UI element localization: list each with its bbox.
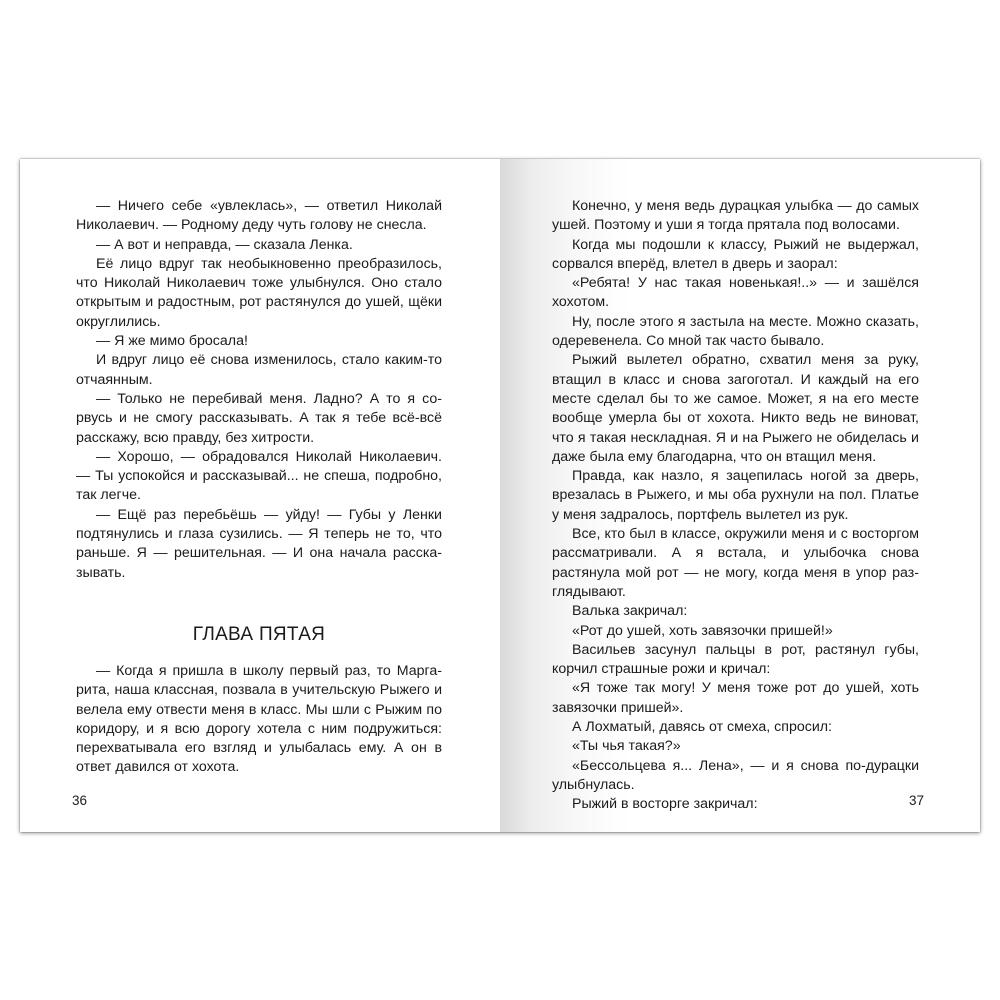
paragraph: — Хорошо, — обрадовался Николай Николаевич. — Ты успокойся и рассказывай... не спеша, подробно, так легче. [76,448,442,504]
paragraph: Васильев засунул пальцы в рот, растянул губы, корчил страшные рожи и кричал: [552,641,919,678]
page-number-right: 37 [908,793,924,808]
right-page [500,159,980,832]
paragraph: Ну, после этого я застыла на месте. Можно сказать, одеревенела. Со мной так часто бывало. [552,313,919,350]
paragraph: Правда, как назло, я зацепилась ногой за дверь, врезалась в Рыжего, и мы оба рухнули на пол. Платье у меня задралось, портфель вылетел из рук. [552,468,919,523]
paragraph: «Ты чья такая?» [572,738,681,755]
paragraph: — Я же мимо бросала! [96,333,248,350]
paragraph: «Я тоже так могу! У меня тоже рот до ушей, хоть завязочки пришей». [552,680,919,716]
paragraph: А Лохматый, давясь от смеха, спросил: [572,719,832,736]
paragraph: Рыжий вылетел обратно, схватил меня за руку, втащил в класс и снова загоготал. И каждый на его месте сделал бы то же самое. Может, я на его месте вообще умерла бы от хохота. Никто ведь не виноват, что я такая нескладная. Я и на Рыжего не обиделась и даже была ему благодарна, что он втащил меня. [552,352,919,465]
paragraph: — Ничего себе «увлеклась», — ответил Николай Николаевич. — Родному деду чуть голову не снесла. [76,198,442,234]
page-number-left: 36 [72,793,88,808]
paragraph: И вдруг лицо её снова изменилось, стало каким-то отчаянным. [76,352,442,388]
paragraph: — А вот и неправда, — сказала Ленка. [96,236,353,253]
paragraph: Когда мы подошли к классу, Рыжий не выдержал, сорвался вперёд, влетел в дверь и заорал: [552,236,919,272]
paragraph: «Бессольцева я... Лена», — и я снова по-дурацки улыбнулась. [552,757,919,793]
open-book [20,159,980,832]
paragraph: — Когда я пришла в школу первый раз, то Маргарита, наша классная, позвала в учительскую Рыжего и велела ему отвести меня в класс. Мы шли с Рыжим по коридору, и я всю дорогу хотела с ним подружиться: перехватывала его взгляд и улыбалась ему. А он в ответ давился от хохота. [76,663,442,776]
paragraph: Рыжий в восторге закричал: [572,796,758,813]
right-page-text [552,197,919,815]
chapter-text [76,662,442,778]
paragraph: «Ребята! У нас такая новенькая!..» — и зашёлся хохотом. [552,275,919,311]
paragraph: «Рот до ушей, хоть завязочки пришей!» [572,622,833,639]
paragraph: Конечно, у меня ведь дурацкая улыбка — до самых ушей. Поэтому и уши я тогда прятала под волосами. [552,198,919,234]
paragraph: Все, кто был в классе, окружили меня и с восторгом рассматривали. А я встала, и улыбочка снова растянула мой рот — не могу, когда меня в упор разглядывают. [552,526,919,600]
paragraph: — Ещё раз перебьёшь — уйду! — Губы у Ленки подтянулись и глаза сузились. — Я теперь не то, что раньше. Я — решительная. — И она начала рассказывать. [76,506,442,581]
left-page [20,159,500,832]
left-page-text [76,197,442,583]
chapter-title: ГЛАВА ПЯТАЯ [192,624,326,645]
paragraph: Валька закричал: [572,603,688,620]
paragraph: Её лицо вдруг так необыкновенно преобразилось, что Николай Николаевич тоже улыбнулся. Оно стало открытым и радостным, рот растянулся до ушей, щёки округлились. [76,255,442,330]
paragraph: — Только не перебивай меня. Ладно? А то я сорвусь и не смогу рассказывать. А так я тебе всё-всё расскажу, всю правду, без хитрости. [76,390,442,446]
